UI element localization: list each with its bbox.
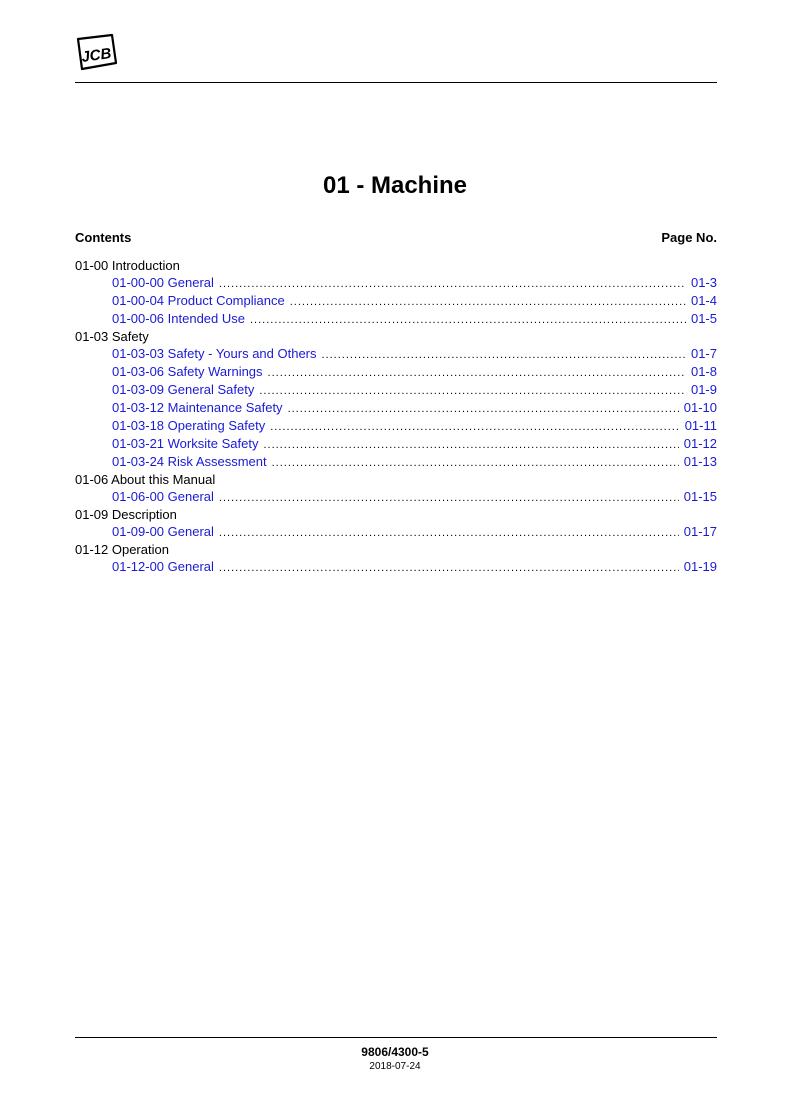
toc-entry-label: 01-00-00 General	[112, 275, 214, 290]
toc-entry-page: 01-15	[683, 489, 717, 504]
toc-entry-link[interactable]	[75, 453, 717, 471]
table-of-contents	[75, 257, 717, 576]
toc-entry-label: 01-03-03 Safety - Yours and Others	[112, 346, 317, 361]
dot-leader	[272, 454, 679, 472]
toc-entry-page: 01-11	[684, 418, 717, 433]
toc-entry-link[interactable]	[75, 274, 717, 292]
dot-leader	[270, 418, 679, 436]
toc-entry-page: 01-19	[683, 559, 717, 574]
toc-entry-link[interactable]	[75, 399, 717, 417]
dot-leader	[259, 382, 686, 400]
toc-entry-link[interactable]	[75, 345, 717, 363]
header-rule	[75, 82, 717, 83]
toc-entry-page: 01-5	[690, 311, 717, 326]
dot-leader	[219, 275, 686, 293]
toc-section-heading: 01-03 Safety	[75, 329, 149, 344]
toc-entry-label: 01-03-18 Operating Safety	[112, 418, 266, 433]
toc-entry-link[interactable]	[75, 417, 717, 435]
toc-entry-page: 01-12	[683, 436, 717, 451]
toc-entry-label: 01-12-00 General	[112, 559, 214, 574]
toc-section-heading: 01-06 About this Manual	[75, 472, 216, 487]
toc-entry-page: 01-8	[690, 364, 717, 379]
toc-entry-label: 01-06-00 General	[112, 489, 214, 504]
toc-entry-page: 01-17	[683, 524, 717, 539]
toc-entry-label: 01-00-06 Intended Use	[112, 311, 245, 326]
dot-leader	[288, 400, 679, 418]
dot-leader	[250, 311, 686, 329]
toc-entry-link[interactable]	[75, 363, 717, 381]
dot-leader	[219, 559, 679, 577]
toc-entry-link[interactable]	[75, 435, 717, 453]
toc-entry-link[interactable]	[75, 292, 717, 310]
toc-entry-label: 01-03-24 Risk Assessment	[112, 454, 267, 469]
document-number: 9806/4300-5	[361, 1045, 429, 1059]
contents-heading: Contents	[75, 230, 132, 245]
logo-text: JCB	[80, 44, 113, 66]
dot-leader	[322, 346, 686, 364]
toc-entry-link[interactable]	[75, 381, 717, 399]
toc-entry-label: 01-03-09 General Safety	[112, 382, 255, 397]
toc-entry-label: 01-09-00 General	[112, 524, 214, 539]
toc-section-heading: 01-00 Introduction	[75, 258, 180, 273]
document-date: 2018-07-24	[369, 1061, 421, 1072]
toc-entry-link[interactable]	[75, 558, 717, 576]
dot-leader	[219, 524, 679, 542]
toc-entry-page: 01-13	[683, 454, 717, 469]
toc-section-heading: 01-09 Description	[75, 507, 177, 522]
toc-entry-link[interactable]	[75, 523, 717, 541]
toc-entry-label: 01-03-12 Maintenance Safety	[112, 400, 283, 415]
toc-entry-label: 01-03-21 Worksite Safety	[112, 436, 259, 451]
toc-entry-label: 01-03-06 Safety Warnings	[112, 364, 263, 379]
page-no-heading: Page No.	[661, 230, 717, 245]
dot-leader	[268, 364, 686, 382]
toc-entry-page: 01-7	[690, 346, 717, 361]
toc-entry-page: 01-3	[690, 275, 717, 290]
toc-entry-label: 01-00-04 Product Compliance	[112, 293, 285, 308]
dot-leader	[290, 293, 686, 311]
dot-leader	[219, 489, 679, 507]
toc-section-heading: 01-12 Operation	[75, 542, 169, 557]
jcb-logo	[74, 33, 118, 71]
toc-entry-link[interactable]	[75, 310, 717, 328]
footer-rule	[75, 1037, 717, 1038]
dot-leader	[263, 436, 678, 454]
toc-entry-page: 01-10	[683, 400, 717, 415]
page-title: 01 - Machine	[322, 172, 468, 199]
toc-entry-page: 01-9	[690, 382, 717, 397]
toc-entry-link[interactable]	[75, 488, 717, 506]
toc-entry-page: 01-4	[690, 293, 717, 308]
